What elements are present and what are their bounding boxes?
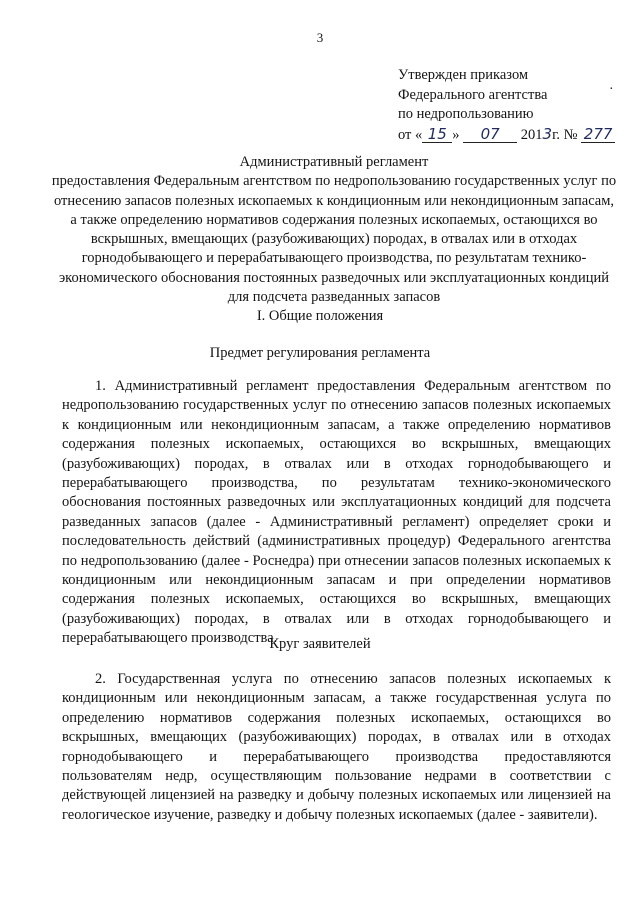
- order-number-field: [581, 124, 615, 143]
- title-heading: Административный регламент: [239, 154, 429, 170]
- approval-line-1: Утвержден приказом: [398, 67, 529, 83]
- subsection-subject-title: Предмет регулирования регламента: [209, 345, 431, 361]
- paragraph-1: 1. Административный регламент предоставления Федеральным агентством по недропользованию государственных услуг по отнесению запасов полезных ископаемых к кондиционным или некондиционным запасам, а также определению нормативов содержания полезных ископаемых, остающихся во вскрышных, вмещающих (разубоживающих) породах, в отвалах или в отходах горнодобывающего и перерабатывающего производства, по результатам технико-экономического обоснования постоянных разведочных или эксплуатационных кондиций для подсчета разведанных запасов (далее - Административный регламент) определяет сроки и последовательность действий (административных процедур) Федерального агентства по недропользованию (далее - Роснедра) при отнесении запасов полезных ископаемых к кондиционным или некондиционным запасам и при определении нормативов содержания полезных ископаемых, остающихся во вскрышных, вмещающих (разубоживающих) породах, в отвалах или в отходах горнодобывающего и перерабатывающего производства.: [62, 378, 611, 647]
- date-mid: »: [452, 126, 460, 143]
- approval-line-3: по недропользованию: [398, 106, 534, 122]
- title-text: предоставления Федеральным агентством по недропользованию государственных услуг по отнесению запасов полезных ископаемых к кондиционным или некондиционным запасам, а также определению нормативов содержания полезных ископаемых, остающихся во вскрышных, вмещающих (разубоживающих) породах, в отвалах или в отходах горнодобывающего и перерабатывающего производства, по результатам технико-экономического обоснования постоянных разведочных или эксплуатационных кондиций для подсчета разведанных запасов: [51, 173, 617, 306]
- subsection-applicants-title: Круг заявителей: [269, 636, 371, 652]
- stray-mark: ·: [609, 82, 614, 97]
- approval-line-2: Федерального агентства: [398, 86, 548, 103]
- date-year-prefix: 201: [520, 126, 543, 143]
- date-prefix: от «: [398, 126, 423, 143]
- date-day-field: [422, 124, 452, 143]
- paragraph-2: 2. Государственная услуга по отнесению запасов полезных ископаемых к кондиционным или некондиционным запасам, а также государственная услуга по определению нормативов содержания полезных ископаемых, остающихся во вскрышных, вмещающих (разубоживающих) породах, в отвалах или в отходах горнодобывающего и перерабатывающего производства предоставляются пользователям недр, осуществляющим пользование недрами в соответствии с действующей лицензией на разведку и добычу полезных ископаемых или лицензией на геологическое изучение, разведку и добычу полезных ископаемых (далее - заявители).: [62, 671, 611, 823]
- order-number-handwritten: 277: [583, 124, 613, 143]
- date-month-handwritten: 07: [480, 124, 500, 143]
- date-year-handwritten: 3: [542, 124, 553, 143]
- section-1-title: I. Общие положения: [256, 308, 384, 324]
- date-year-suffix: г. №: [552, 126, 578, 143]
- date-day-handwritten: 15: [427, 124, 447, 143]
- approval-stamp-block: [398, 66, 630, 145]
- approval-date-line: [398, 125, 630, 146]
- document-title: [50, 153, 618, 307]
- page-number: 3: [316, 30, 324, 45]
- date-month-field: [463, 124, 517, 143]
